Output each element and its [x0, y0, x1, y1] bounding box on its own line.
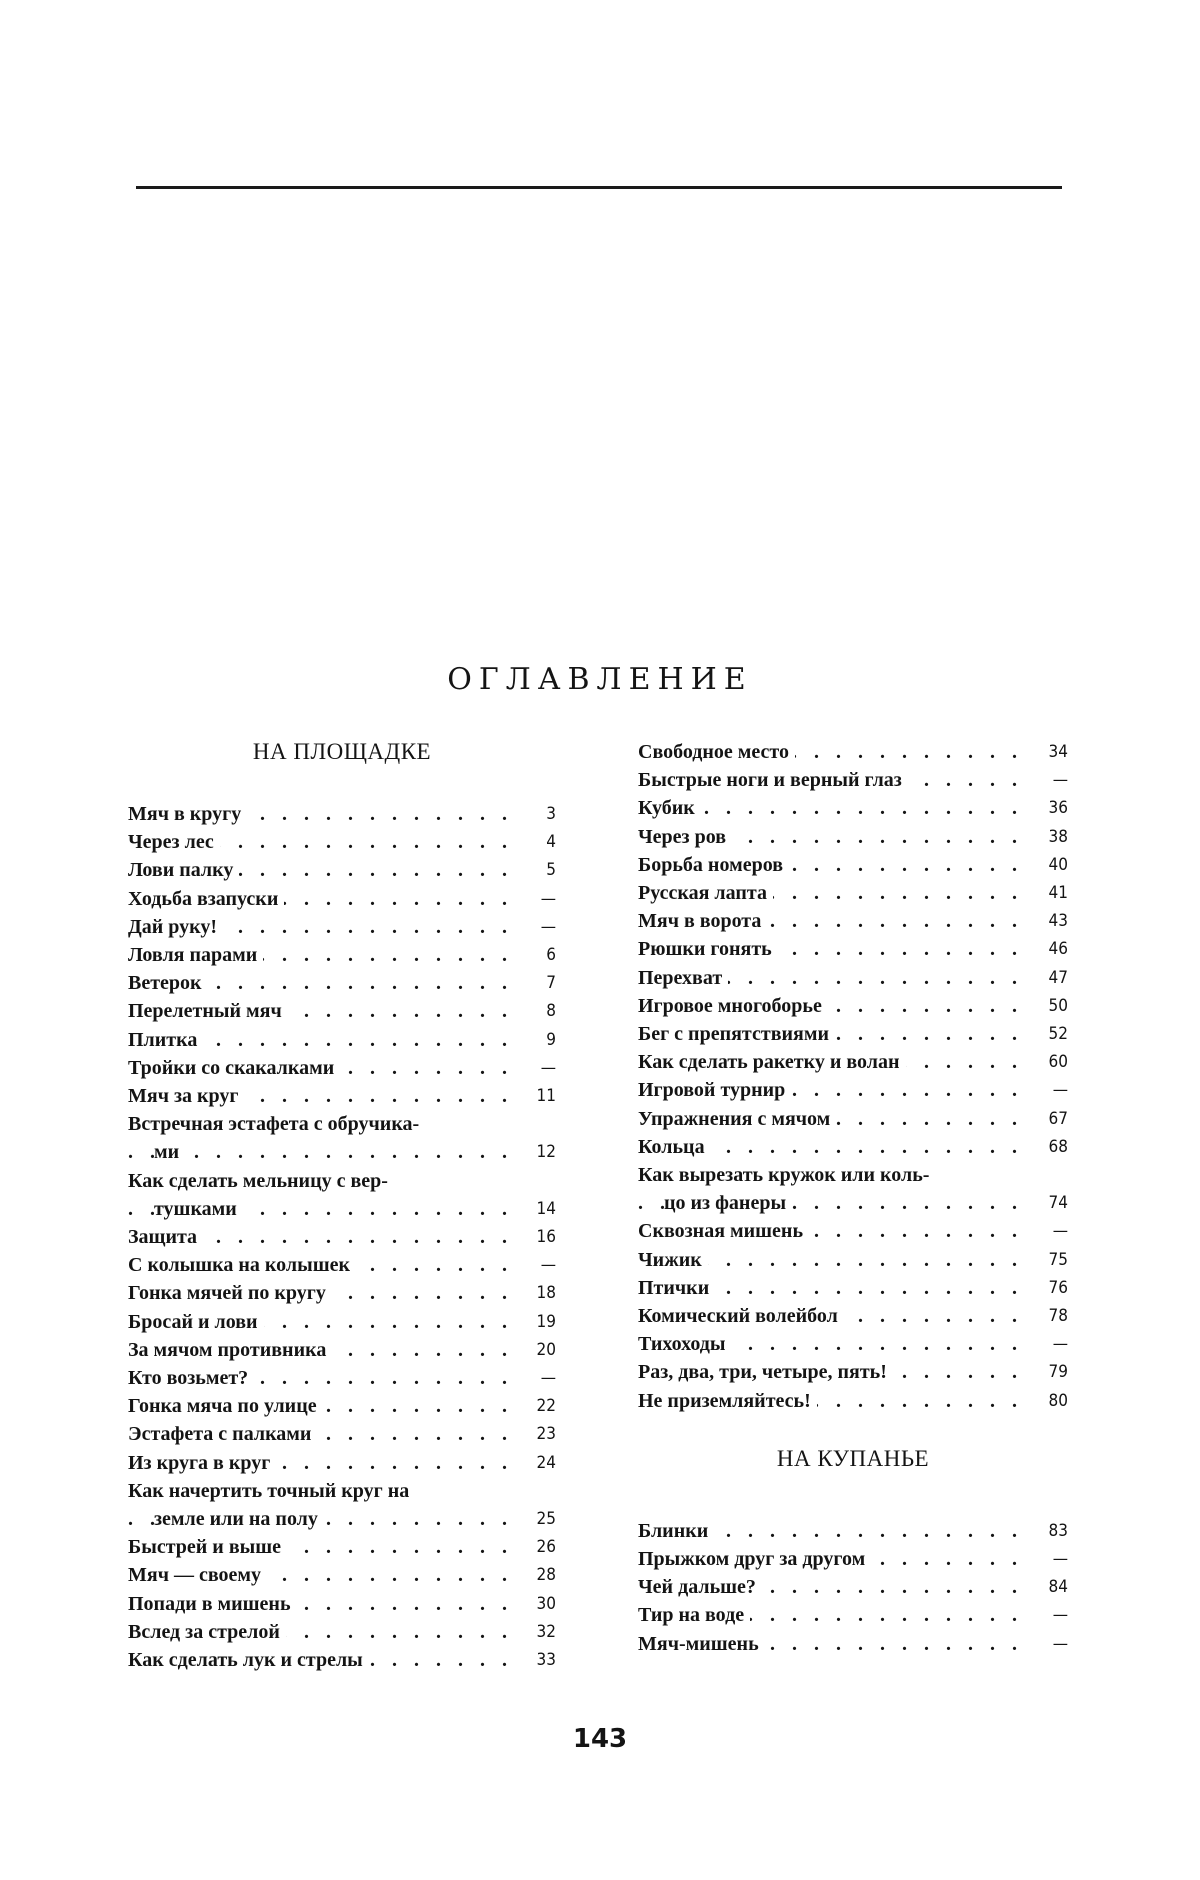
toc-entry-title-wrap	[638, 1330, 1034, 1358]
toc-entry-page: —	[1052, 1549, 1068, 1570]
toc-entry-title-wrap	[638, 1020, 1034, 1048]
toc-entry-title: С колышка на колышек	[128, 1254, 356, 1276]
toc-entry-title-wrap	[128, 1449, 522, 1477]
toc-entry-title: Мяч-мишень	[638, 1633, 765, 1655]
toc-entry-title: Борьба номеров	[638, 854, 789, 876]
toc-entry-page: 12	[536, 1142, 556, 1163]
toc-entry-title: Защита	[128, 1226, 203, 1248]
toc-entry	[638, 879, 1068, 907]
toc-entry-title: земле или на полу	[154, 1508, 324, 1530]
section-heading: НА ПЛОЩАДКЕ	[252, 739, 432, 764]
toc-entry-title: Игровой турнир	[638, 1079, 791, 1101]
toc-entry-title: Кубик	[638, 797, 701, 819]
toc-entry-title-wrap	[638, 823, 1034, 851]
toc-entry-title: Мяч в кругу	[128, 803, 247, 825]
toc-entry-title: ми	[154, 1141, 185, 1163]
toc-entry	[638, 1517, 1068, 1545]
toc-entry-page: 74	[1048, 1193, 1068, 1214]
toc-entry-title-wrap	[128, 1026, 522, 1054]
toc-entry-title-wrap	[638, 992, 1034, 1020]
toc-entry-title: Ловля парами	[128, 944, 263, 966]
toc-entry-page: 24	[536, 1452, 556, 1473]
page-number: 143	[572, 1724, 628, 1754]
toc-entry-page: 68	[1048, 1136, 1068, 1157]
toc-entry-page: —	[1052, 1633, 1068, 1654]
toc-entry-page: 79	[1048, 1362, 1068, 1383]
toc-entry	[128, 1336, 556, 1364]
toc-entry	[128, 856, 556, 884]
toc-entry-title: Птички	[638, 1277, 715, 1299]
toc-entry-page: 11	[536, 1086, 556, 1107]
toc-entry-title-wrap	[638, 1189, 1034, 1217]
toc-entry	[128, 1110, 556, 1166]
toc-entry-page: 52	[1048, 1024, 1068, 1045]
toc-entry-title-wrap	[128, 1308, 522, 1336]
toc-entry-title-wrap	[128, 1590, 522, 1618]
toc-entry	[128, 1590, 556, 1618]
toc-entry-title: Бег с препятствиями	[638, 1023, 835, 1045]
toc-entry-title-wrap	[128, 1505, 522, 1533]
toc-entry-title-wrap	[128, 997, 522, 1025]
toc-entry-title: Чижик	[638, 1249, 708, 1271]
toc-entry-title: Упражнения с мячом	[638, 1108, 836, 1130]
toc-entry	[128, 913, 556, 941]
toc-entry-title-wrap	[638, 879, 1034, 907]
toc-entry-page: —	[540, 1057, 556, 1078]
toc-entry	[128, 1054, 556, 1082]
toc-entry-page: —	[1052, 1605, 1068, 1626]
toc-entry-title-wrap	[638, 1302, 1034, 1330]
toc-entry	[638, 1020, 1068, 1048]
toc-entry-title-wrap	[128, 1223, 522, 1251]
toc-entry-page: 47	[1048, 967, 1068, 988]
toc-entry	[638, 766, 1068, 794]
toc-entry-title: Эстафета с палками	[128, 1423, 317, 1445]
toc-entry-title-wrap	[128, 969, 522, 997]
toc-entry-title: Вслед за стрелой	[128, 1621, 286, 1643]
toc-entry-page: 5	[546, 860, 556, 881]
toc-entry-page: 20	[536, 1339, 556, 1360]
toc-entry-title-wrap	[638, 1105, 1034, 1133]
toc-entry-title-wrap	[638, 907, 1034, 935]
toc-entry-title: За мячом противника	[128, 1339, 332, 1361]
toc-entry	[638, 1076, 1068, 1104]
toc-entry-title-wrap	[638, 1133, 1034, 1161]
toc-entry-page: 22	[536, 1396, 556, 1417]
toc-entry-page: —	[540, 916, 556, 937]
toc-entry-title-wrap	[128, 1336, 522, 1364]
toc-entry-title: Как сделать ракетку и волан	[638, 1051, 906, 1073]
toc-entry-title-wrap	[128, 1054, 522, 1082]
toc-column-left	[128, 738, 556, 1674]
toc-entry-title: Из круга в круг	[128, 1452, 276, 1474]
toc-entry	[128, 828, 556, 856]
toc-entry-title-wrap	[128, 828, 522, 856]
toc-entry	[638, 1630, 1068, 1658]
toc-entry-page: 41	[1048, 883, 1068, 904]
toc-entry	[128, 1392, 556, 1420]
toc-entry-title: Мяч — своему	[128, 1564, 267, 1586]
toc-entry-title-wrap	[638, 1246, 1034, 1274]
toc-entry-title: цо из фанеры	[664, 1192, 792, 1214]
toc-entry-page: 36	[1048, 798, 1068, 819]
toc-entry-title: Мяч в ворота	[638, 910, 767, 932]
toc-entry-title: Попади в мишень	[128, 1593, 297, 1615]
toc-entry-page: 19	[536, 1311, 556, 1332]
toc-list-playground	[128, 800, 556, 1674]
toc-entry-title: Блинки	[638, 1520, 714, 1542]
toc-entry-title-wrap	[128, 1533, 522, 1561]
toc-entry-page: 3	[546, 804, 556, 824]
toc-entry	[638, 1048, 1068, 1076]
toc-entry-title-line1: Как сделать мельницу с вер-	[128, 1169, 388, 1192]
toc-entry-title: Кольца	[638, 1136, 711, 1158]
toc-entry-title: Ходьба взапуски	[128, 888, 284, 910]
toc-entry	[638, 964, 1068, 992]
toc-entry-page: 40	[1048, 854, 1068, 875]
toc-entry-page: 67	[1048, 1108, 1068, 1129]
toc-entry	[128, 1449, 556, 1477]
toc-entry-title-wrap	[638, 1573, 1034, 1601]
toc-entry-title: Сквозная мишень	[638, 1220, 809, 1242]
toc-entry-page: 34	[1048, 742, 1068, 762]
toc-entry-title-wrap	[128, 1279, 522, 1307]
toc-entry	[128, 1279, 556, 1307]
toc-entry	[128, 1223, 556, 1251]
toc-entry-title: Гонка мячей по кругу	[128, 1282, 332, 1304]
toc-entry-page: 75	[1048, 1249, 1068, 1270]
toc-entry-title-wrap	[128, 856, 522, 884]
toc-entry-title-wrap	[128, 885, 522, 913]
toc-entry-title-wrap	[128, 1251, 522, 1279]
toc-entry-title: Через лес	[128, 831, 220, 853]
toc-entry	[128, 1646, 556, 1674]
toc-entry	[638, 1545, 1068, 1573]
toc-entry-title: Рюшки гонять	[638, 938, 778, 960]
toc-entry-title: Ветерок	[128, 972, 208, 994]
toc-entry-title-wrap	[128, 800, 522, 828]
toc-entry-page: 28	[536, 1565, 556, 1586]
toc-entry	[638, 738, 1068, 766]
toc-entry-title: Комический волейбол	[638, 1305, 844, 1327]
toc-entry-title-wrap	[638, 1358, 1034, 1386]
toc-entry-title: Не приземляйтесь!	[638, 1390, 817, 1412]
toc-entry	[638, 1133, 1068, 1161]
page-title: ОГЛАВЛЕНИЕ	[447, 662, 753, 697]
toc-entry	[638, 1217, 1068, 1245]
toc-entry-title-wrap	[638, 1630, 1034, 1658]
toc-entry-title-wrap	[128, 1392, 522, 1420]
toc-entry-title: Тихоходы	[638, 1333, 732, 1355]
toc-entry-title-wrap	[638, 1076, 1034, 1104]
toc-entry-title-wrap	[638, 1517, 1034, 1545]
toc-entry-title-wrap	[128, 1618, 522, 1646]
toc-entry-title-wrap	[638, 851, 1034, 879]
toc-entry-page: —	[1052, 770, 1068, 791]
toc-entry-title-wrap	[638, 766, 1034, 794]
toc-entry	[128, 1364, 556, 1392]
toc-entry-title-wrap	[128, 1420, 522, 1448]
toc-entry	[128, 1533, 556, 1561]
toc-entry-page: —	[540, 888, 556, 909]
toc-entry-title: Свободное место	[638, 741, 795, 763]
toc-entry-page: 78	[1048, 1306, 1068, 1327]
toc-entry	[638, 1161, 1068, 1217]
toc-entry-page: 83	[1048, 1520, 1068, 1541]
toc-entry-title-wrap	[638, 738, 1034, 766]
toc-entry-page: 33	[536, 1650, 556, 1671]
toc-entry-title-wrap	[638, 1274, 1034, 1302]
toc-entry-title: Лови палку	[128, 859, 239, 881]
toc-entry-title: тушками	[154, 1198, 243, 1220]
toc-entry	[638, 1330, 1068, 1358]
toc-entry-title-wrap	[638, 1048, 1034, 1076]
toc-entry-title-wrap	[128, 1195, 522, 1223]
toc-entry-title-wrap	[128, 1646, 522, 1674]
toc-entry-title: Плитка	[128, 1029, 203, 1051]
toc-entry-page: 9	[546, 1029, 556, 1050]
toc-entry-page: 6	[546, 945, 556, 966]
toc-entry	[638, 1387, 1068, 1415]
toc-entry-title: Раз, два, три, четыре, пять!	[638, 1361, 893, 1383]
toc-entry	[638, 1105, 1068, 1133]
toc-entry	[128, 1477, 556, 1533]
toc-entry	[638, 1246, 1068, 1274]
toc-entry-page: 25	[536, 1509, 556, 1530]
toc-entry-title: Кто возьмет?	[128, 1367, 254, 1389]
toc-list-playground-continued	[638, 738, 1068, 1415]
toc-entry	[638, 851, 1068, 879]
toc-entry	[128, 1561, 556, 1589]
toc-entry	[638, 992, 1068, 1020]
toc-entry-title: Тир на воде	[638, 1604, 750, 1626]
toc-entry-title: Как сделать лук и стрелы	[128, 1649, 369, 1671]
toc-entry-title-wrap	[638, 964, 1034, 992]
toc-entry-title-wrap	[128, 1561, 522, 1589]
toc-entry	[638, 1601, 1068, 1629]
toc-entry	[128, 1618, 556, 1646]
toc-entry-title: Бросай и лови	[128, 1311, 264, 1333]
toc-entry	[128, 1082, 556, 1110]
toc-entry-page: 46	[1048, 939, 1068, 960]
toc-entry-page: 32	[536, 1621, 556, 1642]
toc-entry-title-wrap	[638, 794, 1034, 822]
toc-entry-title: Тройки со скакалками	[128, 1057, 340, 1079]
toc-entry-page: —	[540, 1368, 556, 1389]
toc-entry-title: Быстрей и выше	[128, 1536, 287, 1558]
toc-column-right	[638, 738, 1068, 1658]
toc-entry-page: 80	[1048, 1390, 1068, 1411]
toc-entry-title-wrap	[128, 913, 522, 941]
toc-entry	[638, 1302, 1068, 1330]
toc-entry-page: 23	[536, 1424, 556, 1445]
toc-entry	[638, 1358, 1068, 1386]
toc-entry-title-line1: Как начертить точный круг на	[128, 1479, 410, 1502]
toc-entry-title-line1: Встречная эстафета с обручика-	[128, 1113, 420, 1136]
toc-entry	[128, 1026, 556, 1054]
toc-entry-page: 26	[536, 1537, 556, 1558]
section-heading: НА КУПАНЬЕ	[776, 1445, 930, 1471]
toc-entry	[128, 1167, 556, 1223]
toc-entry-title: Игровое многоборье	[638, 995, 828, 1017]
toc-entry-title-wrap	[638, 1545, 1034, 1573]
toc-entry-page: —	[540, 1255, 556, 1276]
toc-entry	[128, 1308, 556, 1336]
toc-entry-page: —	[1052, 1334, 1068, 1355]
toc-entry	[638, 935, 1068, 963]
toc-entry-title: Через ров	[638, 826, 732, 848]
toc-entry-title: Гонка мяча по улице	[128, 1395, 323, 1417]
toc-entry-title: Перехват	[638, 967, 728, 989]
toc-entry-title: Чей дальше?	[638, 1576, 762, 1598]
toc-entry-page: 7	[546, 973, 556, 994]
toc-entry-page: 18	[536, 1283, 556, 1304]
toc-entry-page: 30	[536, 1593, 556, 1614]
toc-entry	[128, 969, 556, 997]
toc-entry	[128, 1420, 556, 1448]
toc-entry	[638, 823, 1068, 851]
toc-entry-page: —	[1052, 1080, 1068, 1101]
toc-entry	[638, 1573, 1068, 1601]
toc-entry-title: Русская лапта	[638, 882, 773, 904]
toc-entry-title-wrap	[128, 1138, 522, 1166]
toc-entry-page: 8	[546, 1001, 556, 1022]
toc-entry-title-wrap	[638, 1217, 1034, 1245]
toc-entry-title: Дай руку!	[128, 916, 223, 938]
toc-entry-page: —	[1052, 1221, 1068, 1242]
toc-entry	[638, 1274, 1068, 1302]
toc-entry	[128, 997, 556, 1025]
toc-entry	[128, 1251, 556, 1279]
toc-entry-title-wrap	[638, 1387, 1034, 1415]
toc-entry-title-wrap	[128, 941, 522, 969]
top-rule	[136, 186, 1062, 189]
toc-entry-title-wrap	[638, 935, 1034, 963]
toc-entry-title: Быстрые ноги и верный глаз	[638, 769, 908, 791]
toc-entry-page: 60	[1048, 1052, 1068, 1073]
toc-entry-title-wrap	[128, 1082, 522, 1110]
toc-entry-page: 76	[1048, 1277, 1068, 1298]
toc-entry	[128, 800, 556, 828]
toc-list-swimming	[638, 1517, 1068, 1658]
toc-entry-title-wrap	[128, 1364, 522, 1392]
toc-entry-title: Прыжком друг за другом	[638, 1548, 871, 1570]
toc-entry-page: 50	[1048, 995, 1068, 1016]
toc-entry-page: 43	[1048, 911, 1068, 932]
toc-entry-page: 16	[536, 1227, 556, 1248]
toc-entry	[638, 907, 1068, 935]
toc-entry-title-line1: Как вырезать кружок или коль-	[638, 1164, 930, 1187]
toc-entry-title: Перелетный мяч	[128, 1000, 288, 1022]
toc-entry-title-wrap	[638, 1601, 1034, 1629]
toc-entry-page: 84	[1048, 1577, 1068, 1598]
toc-entry-page: 4	[546, 832, 556, 853]
toc-entry-title: Мяч за круг	[128, 1085, 244, 1107]
toc-entry	[128, 885, 556, 913]
toc-entry	[128, 941, 556, 969]
toc-entry-page: 14	[536, 1198, 556, 1219]
toc-entry	[638, 794, 1068, 822]
toc-entry-page: 38	[1048, 826, 1068, 847]
